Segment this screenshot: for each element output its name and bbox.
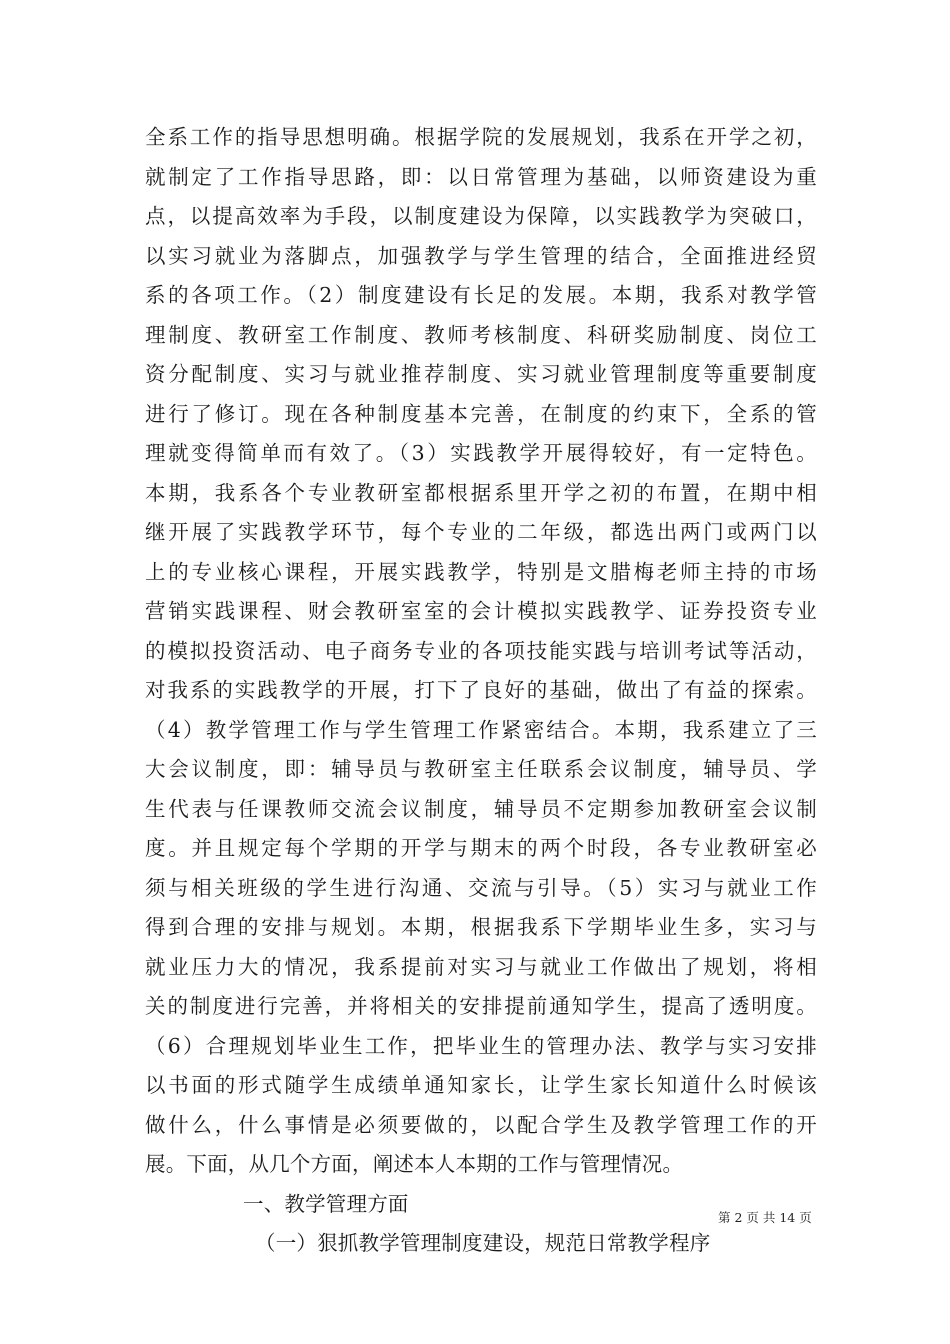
body-line: 以书面的形式随学生成绩单通知家长，让学生家长知道什么时候该 xyxy=(145,1073,817,1097)
body-line: 营销实践课程、财会教研室室的会计模拟实践教学、证券投资专业 xyxy=(145,599,817,623)
body-line: 继开展了实践教学环节，每个专业的二年级，都选出两门或两门以 xyxy=(145,520,817,544)
body-line: 就业压力大的情况，我系提前对实习与就业工作做出了规划，将相 xyxy=(145,954,817,979)
body-line: 进行了修订。现在各种制度基本完善，在制度的约束下，全系的管 xyxy=(145,401,817,426)
section-heading: 一、教学管理方面 xyxy=(243,1191,409,1216)
body-line: 以实习就业为落脚点，加强教学与学生管理的结合，全面推进经贸 xyxy=(145,243,817,268)
page-number-footer: 第 2 页 共 14 页 xyxy=(718,1210,812,1225)
body-line: 就制定了工作指导思路，即：以日常管理为基础，以师资建设为重 xyxy=(145,164,817,189)
body-line: 生代表与任课教师交流会议制度，辅导员不定期参加教研室会议制 xyxy=(145,796,817,821)
document-body xyxy=(145,118,817,1264)
body-line: 本期，我系各个专业教研室都根据系里开学之初的布置，在期中相 xyxy=(145,480,817,505)
body-line: 全系工作的指导思想明确。根据学院的发展规划，我系在开学之初， xyxy=(145,125,817,149)
body-line: 须与相关班级的学生进行沟通、交流与引导。（5）实习与就业工作 xyxy=(145,875,817,900)
body-line: 上的专业核心课程，开展实践教学，特别是文腊梅老师主持的市场 xyxy=(145,559,817,584)
body-line: 度。并且规定每个学期的开学与期末的两个时段，各专业教研室必 xyxy=(145,836,817,860)
body-line: 对我系的实践教学的开展，打下了良好的基础，做出了有益的探索。 xyxy=(145,678,817,702)
body-line: 资分配制度、实习与就业推荐制度、实习就业管理制度等重要制度 xyxy=(145,362,817,386)
body-line: 理就变得简单而有效了。（3）实践教学开展得较好，有一定特色。 xyxy=(145,441,817,465)
body-line: 展。下面，从几个方面，阐述本人本期的工作与管理情况。 xyxy=(145,1152,684,1176)
subsection-heading: （一）狠抓教学管理制度建设，规范日常教学程序 xyxy=(255,1231,711,1255)
body-line: 的模拟投资活动、电子商务专业的各项技能实践与培训考试等活动， xyxy=(145,638,817,663)
body-line: 大会议制度，即：辅导员与教研室主任联系会议制度，辅导员、学 xyxy=(145,757,817,781)
body-line: 理制度、教研室工作制度、教师考核制度、科研奖励制度、岗位工 xyxy=(145,322,817,347)
body-paragraph xyxy=(145,118,817,1185)
body-line: 点，以提高效率为手段，以制度建设为保障，以实践教学为突破口， xyxy=(145,204,817,228)
body-line: 系的各项工作。（2）制度建设有长足的发展。本期，我系对教学管 xyxy=(145,283,817,307)
body-line: （4）教学管理工作与学生管理工作紧密结合。本期，我系建立了三 xyxy=(145,717,817,742)
body-line: 做什么，什么事情是必须要做的，以配合学生及教学管理工作的开 xyxy=(145,1112,817,1137)
body-line: （6）合理规划毕业生工作，把毕业生的管理办法、教学与实习安排 xyxy=(145,1033,817,1058)
body-line: 关的制度进行完善，并将相关的安排提前通知学生，提高了透明度。 xyxy=(145,994,817,1018)
body-line: 得到合理的安排与规划。本期，根据我系下学期毕业生多，实习与 xyxy=(145,915,817,939)
